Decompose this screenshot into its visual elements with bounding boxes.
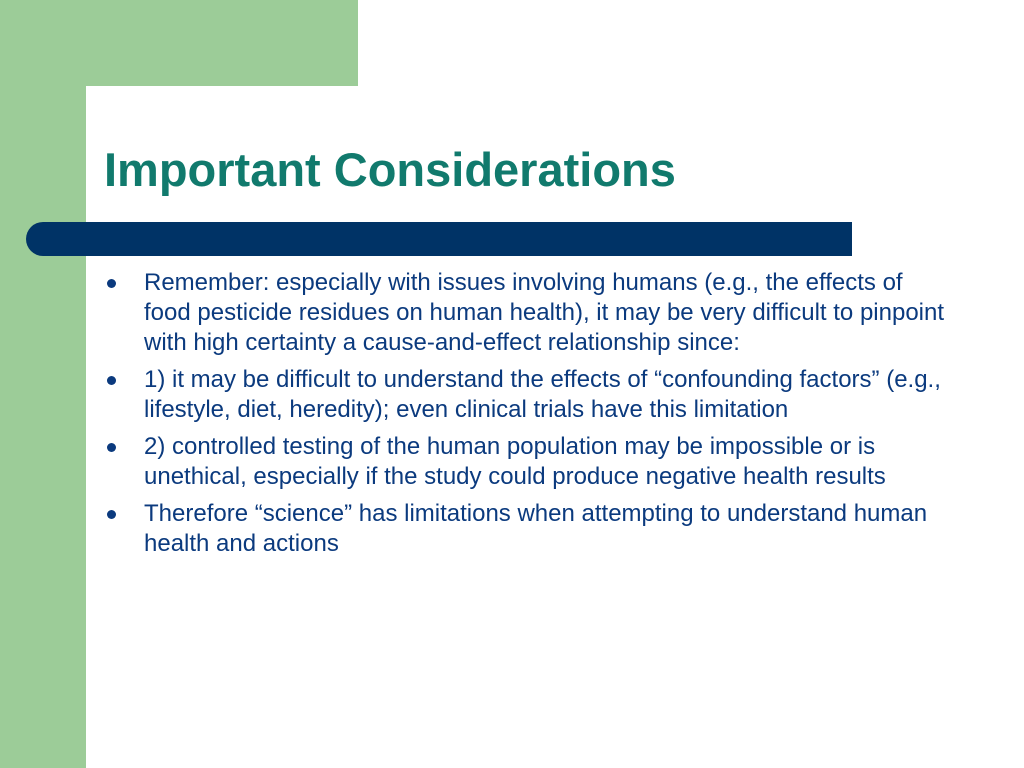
bullet-list	[104, 268, 944, 566]
bullet-dot-icon	[107, 443, 116, 452]
bullet-dot-icon	[107, 510, 116, 519]
bullet-text: Therefore “science” has limitations when attempting to understand human health and actions	[144, 500, 928, 557]
bullet-text: 1) it may be difficult to understand the effects of “confounding factors” (e.g., lifestyle, diet, heredity); even clinical trials have this limitation	[144, 366, 941, 423]
bullet-item	[104, 365, 944, 425]
decorative-green-block	[0, 0, 358, 86]
bullet-dot-icon	[107, 376, 116, 385]
bullet-item	[104, 499, 944, 559]
bullet-text: 2) controlled testing of the human population may be impossible or is unethical, especially if the study could produce negative health results	[144, 433, 886, 490]
bullet-item	[104, 268, 944, 358]
bullet-item	[104, 432, 944, 492]
title-underline-bar	[26, 222, 852, 256]
slide-title: Important Considerations	[104, 143, 676, 196]
decorative-green-strip	[0, 0, 86, 768]
bullet-text: Remember: especially with issues involving humans (e.g., the effects of food pesticide residues on human health), it may be very difficult to pinpoint with high certainty a cause-and-effect relationship since:	[144, 269, 945, 356]
bullet-dot-icon	[107, 279, 116, 288]
